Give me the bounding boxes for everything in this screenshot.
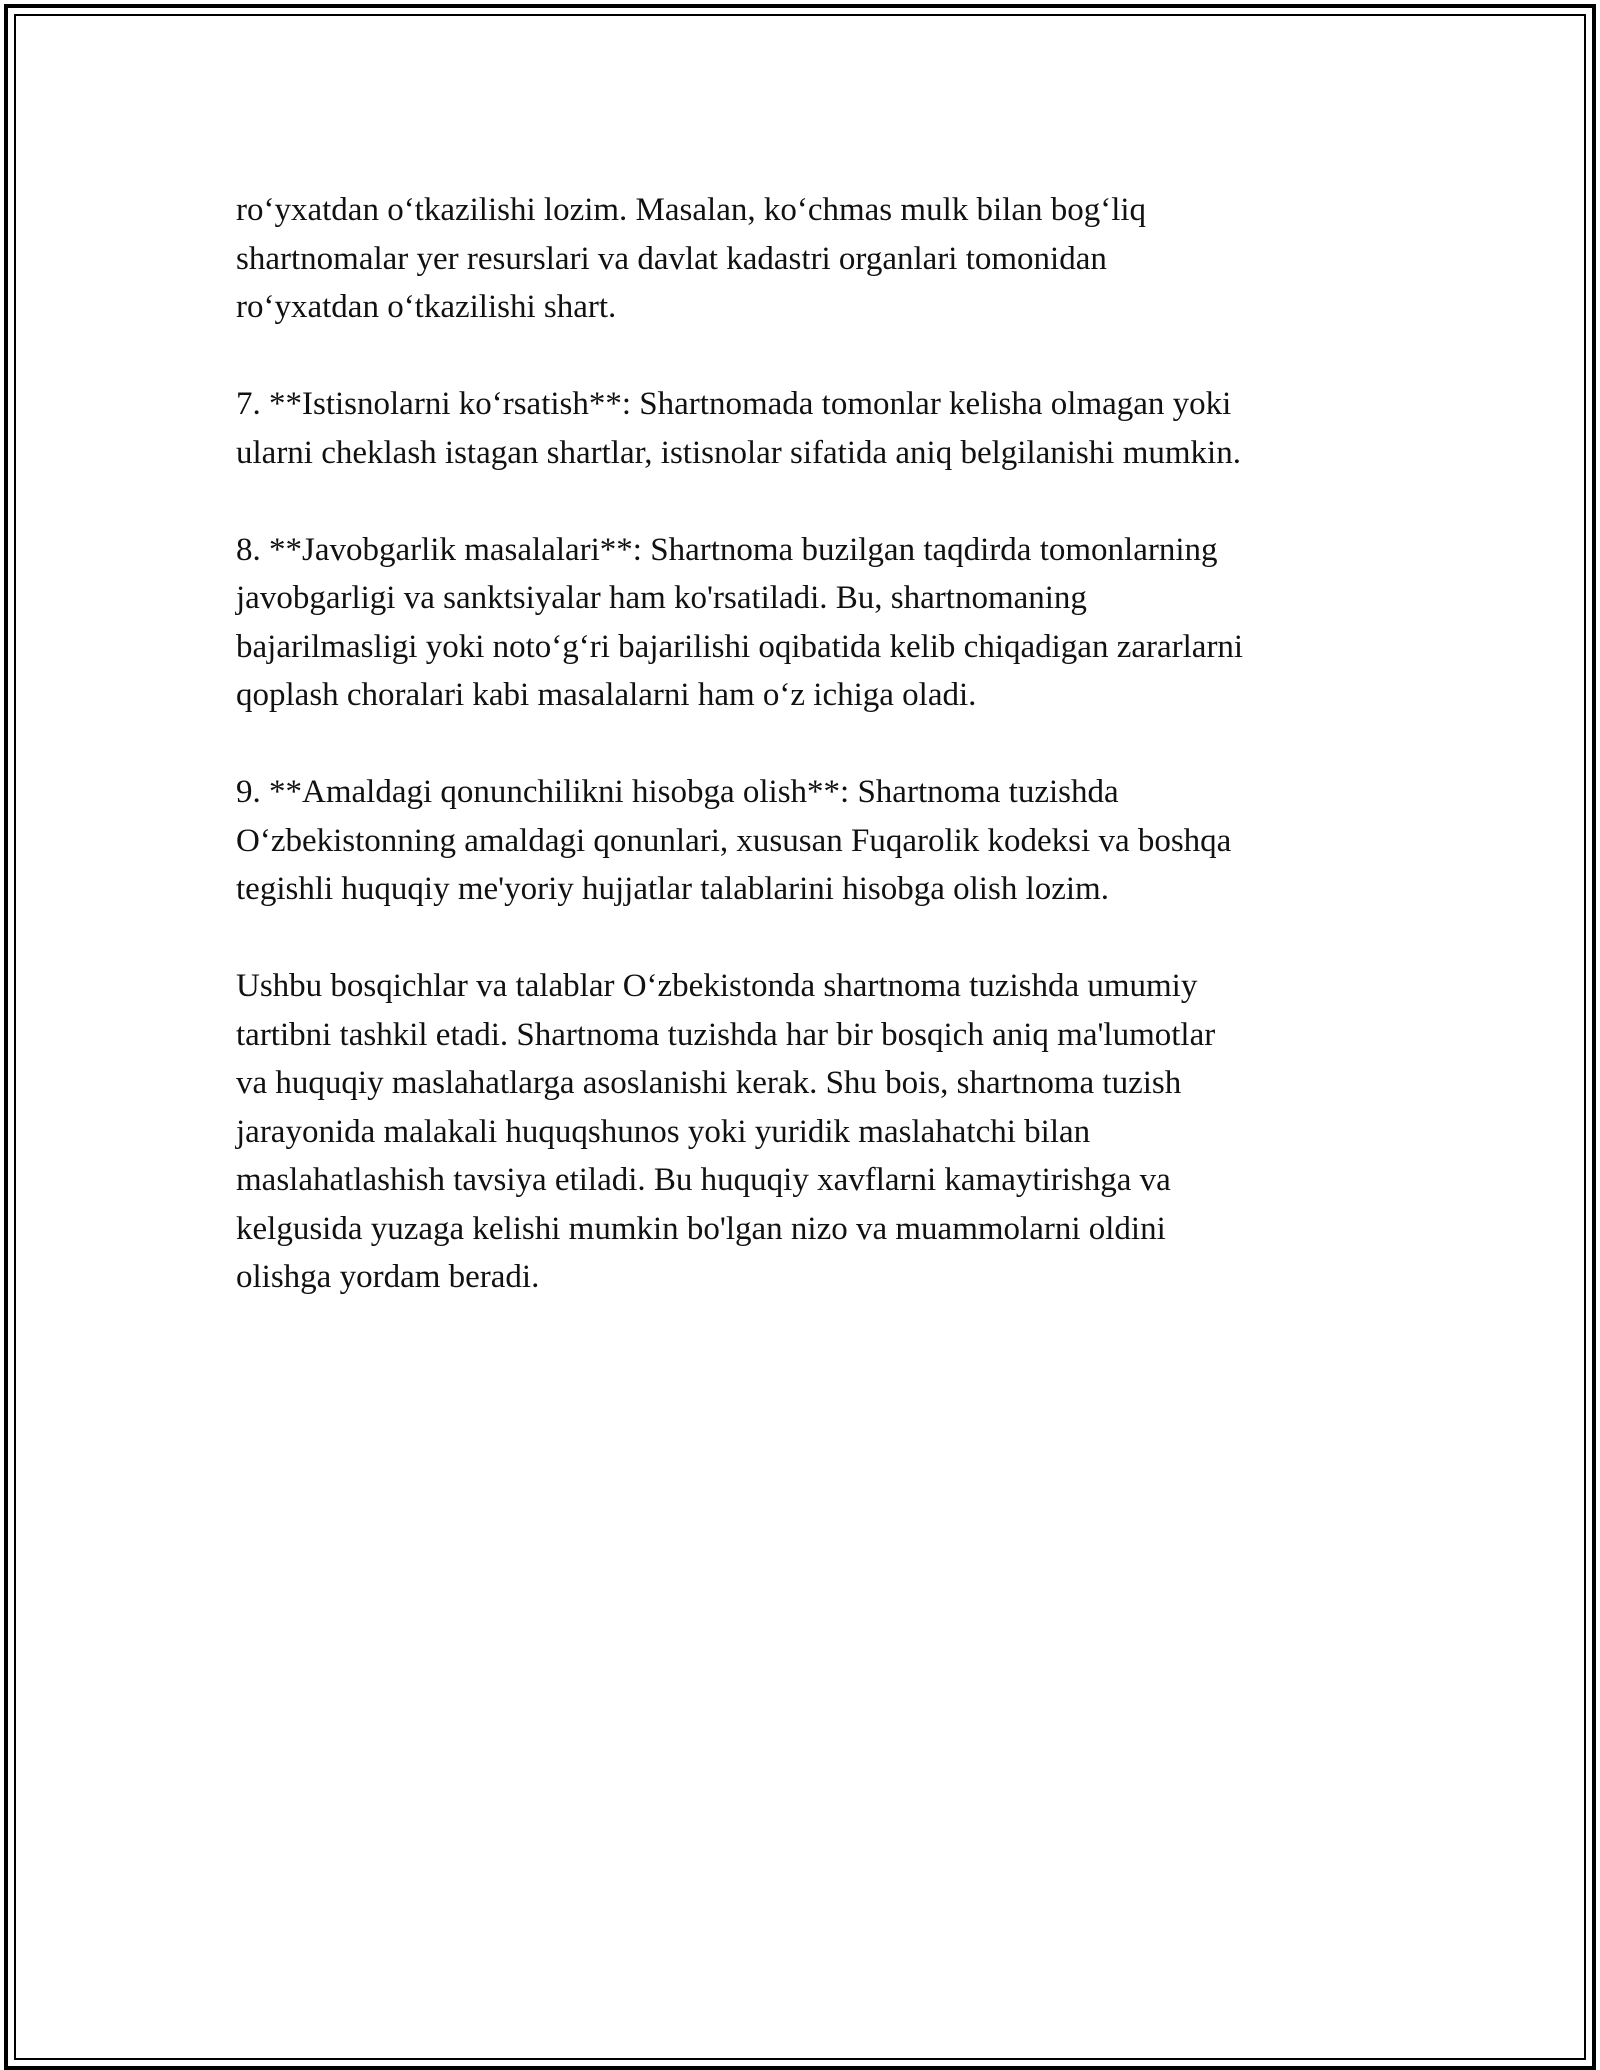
text-line: shartnomalar yer resurslari va davlat kadastri organlari tomonidan	[236, 240, 1107, 277]
text-line: tartibni tashkil etadi. Shartnoma tuzishda har bir bosqich aniq ma'lumotlar	[236, 1016, 1216, 1053]
paragraph-registration-continued	[236, 186, 1396, 332]
paragraph-conclusion	[236, 962, 1396, 1302]
text-line: O‘zbekistonning amaldagi qonunlari, xususan Fuqarolik kodeksi va boshqa	[236, 822, 1232, 859]
text-line: maslahatlashish tavsiya etiladi. Bu huquqiy xavflarni kamaytirishga va	[236, 1162, 1171, 1198]
text-line: ro‘yxatdan o‘tkazilishi lozim. Masalan, ko‘chmas mulk bilan bog‘liq	[236, 192, 1147, 228]
text-line: Ushbu bosqichlar va talablar O‘zbekistonda shartnoma tuzishda umumiy	[236, 968, 1198, 1004]
paragraph-item-8	[236, 526, 1396, 720]
document-body	[236, 186, 1396, 1350]
text-line: ularni cheklash istagan shartlar, istisnolar sifatida aniq belgilanishi mumkin.	[236, 434, 1241, 471]
text-line: 9. **Amaldagi qonunchilikni hisobga olish**: Shartnoma tuzishda	[236, 774, 1119, 810]
text-line: va huquqiy maslahatlarga asoslanishi kerak. Shu bois, shartnoma tuzish	[236, 1065, 1182, 1101]
paragraph-item-9	[236, 768, 1396, 914]
text-line: qoplash choralari kabi masalalarni ham o‘z ichiga oladi.	[236, 677, 977, 713]
text-line: bajarilmasligi yoki noto‘g‘ri bajarilishi oqibatida kelib chiqadigan zararlarni	[236, 628, 1244, 665]
text-line: kelgusida yuzaga kelishi mumkin bo'lgan nizo va muammolarni oldini	[236, 1210, 1166, 1247]
text-line: olishga yordam beradi.	[236, 1259, 540, 1295]
paragraph-item-7	[236, 380, 1396, 477]
text-line: ro‘yxatdan o‘tkazilishi shart.	[236, 289, 617, 325]
text-line: tegishli huquqiy me'yoriy hujjatlar talablarini hisobga olish lozim.	[236, 871, 1109, 907]
text-line: javobgarligi va sanktsiyalar ham ko'rsatiladi. Bu, shartnomaning	[236, 580, 1087, 616]
text-line: jarayonida malakali huquqshunos yoki yuridik maslahatchi bilan	[236, 1113, 1091, 1150]
text-line: 7. **Istisnolarni ko‘rsatish**: Shartnomada tomonlar kelisha olmagan yoki	[236, 386, 1232, 422]
text-line: 8. **Javobgarlik masalalari**: Shartnoma buzilgan taqdirda tomonlarning	[236, 531, 1218, 568]
